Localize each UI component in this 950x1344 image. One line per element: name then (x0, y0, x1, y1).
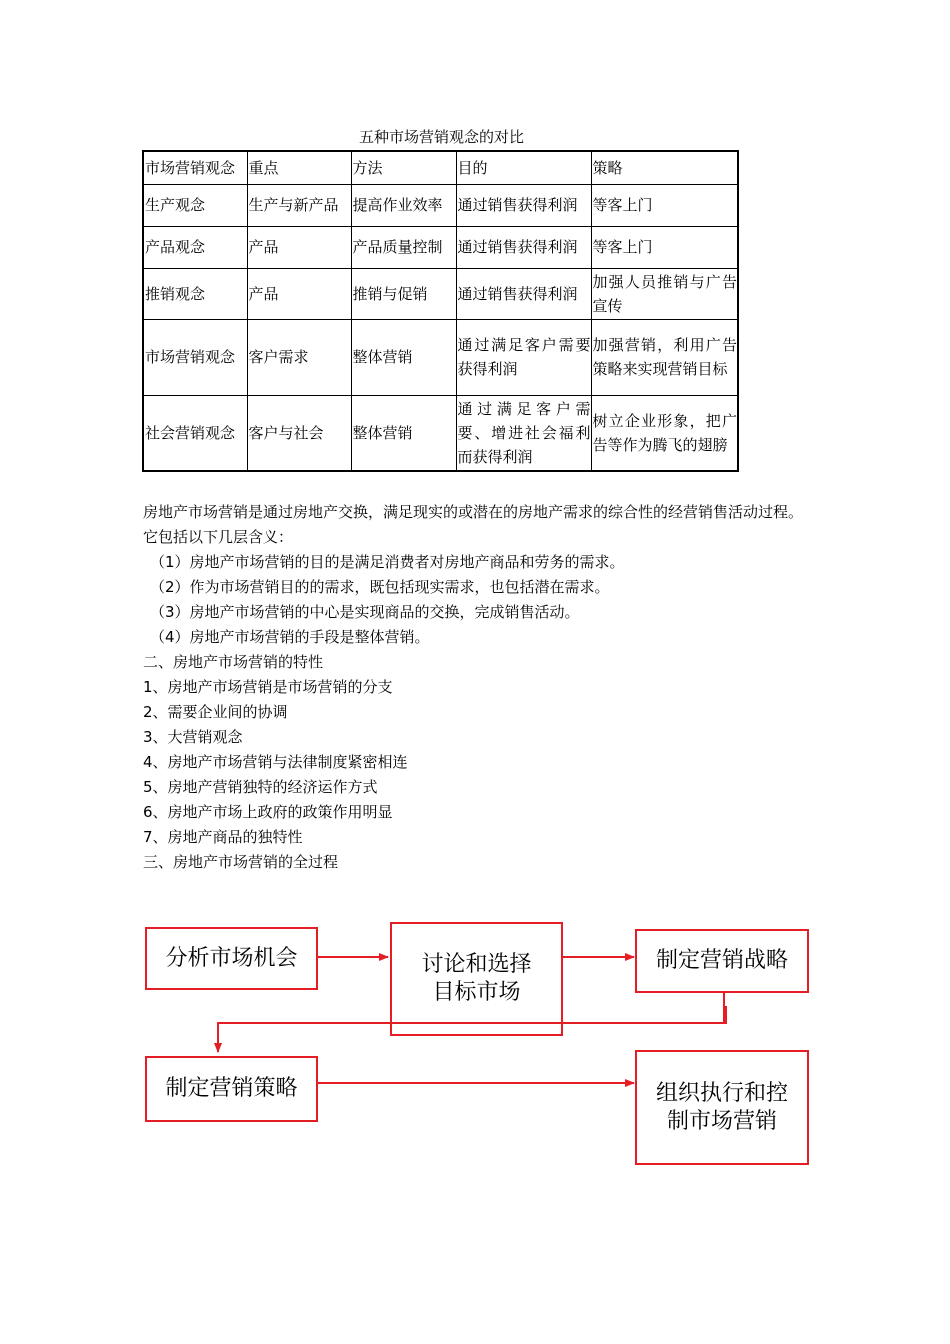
header-cell-strategy: 策略 (591, 151, 738, 184)
table-title: 五种市场营销观念的对比 (358, 128, 524, 146)
body-text (143, 500, 823, 875)
comparison-table (142, 150, 739, 472)
table-cell: 产品 (247, 226, 351, 268)
table-row (143, 395, 738, 471)
section-heading: 二、房地产市场营销的特性 (143, 653, 324, 671)
flow-step-line: 组织执行和控 (655, 1080, 788, 1106)
feature-item: 7、房地产商品的独特性 (143, 828, 303, 846)
table-cell: 产品观念 (143, 226, 247, 268)
feature-item: 1、房地产市场营销是市场营销的分支 (143, 678, 393, 696)
table-cell: 树立企业形象，把广告等作为腾飞的翅膀 (591, 395, 738, 471)
table-cell: 通过满足客户需要获得利润 (456, 319, 591, 395)
header-cell-method: 方法 (351, 151, 456, 184)
flow-step-line: 讨论和选择 (421, 952, 532, 977)
feature-item: 6、房地产市场上政府的政策作用明显 (143, 803, 393, 821)
flow-step-marketing-strategy: 制定营销战略 (635, 929, 809, 993)
meaning-item: （1）房地产市场营销的目的是满足消费者对房地产商品和劳务的需求。 (150, 553, 625, 571)
table-row (143, 319, 738, 395)
table-cell: 生产与新产品 (247, 184, 351, 226)
table-cell: 推销观念 (143, 268, 247, 319)
header-cell-focus: 重点 (247, 151, 351, 184)
flow-step-execute-control (635, 1050, 809, 1165)
meaning-item: （2）作为市场营销目的的需求，既包括现实需求，也包括潜在需求。 (150, 578, 610, 596)
feature-item: 4、房地产市场营销与法律制度紧密相连 (143, 753, 408, 771)
flow-step-marketing-tactics: 制定营销策略 (145, 1056, 318, 1122)
table-row (143, 184, 738, 226)
meaning-item: （4）房地产市场营销的手段是整体营销。 (150, 628, 430, 646)
table-cell: 通过销售获得利润 (456, 268, 591, 319)
table-cell: 通过销售获得利润 (456, 226, 591, 268)
table-row (143, 268, 738, 319)
table-cell: 市场营销观念 (143, 319, 247, 395)
table-row (143, 226, 738, 268)
table-cell: 生产观念 (143, 184, 247, 226)
table-cell: 通过满足客户需要、增进社会福利而获得利润 (456, 395, 591, 471)
flow-step-line: 目标市场 (432, 980, 521, 1005)
table-cell: 提高作业效率 (351, 184, 456, 226)
table-cell: 社会营销观念 (143, 395, 247, 471)
feature-item: 5、房地产营销独特的经济运作方式 (143, 778, 378, 796)
table-cell: 加强人员推销与广告宣传 (591, 268, 738, 319)
table-cell: 等客上门 (591, 226, 738, 268)
table-cell: 推销与促销 (351, 268, 456, 319)
flow-step-select-target-market (390, 922, 563, 1036)
definition-paragraph: 房地产市场营销是通过房地产交换，满足现实的或潜在的房地产需求的综合性的经营销售活动过程。 (143, 503, 804, 521)
table-cell: 客户需求 (247, 319, 351, 395)
table-cell: 产品质量控制 (351, 226, 456, 268)
flow-step-analyze-market: 分析市场机会 (145, 927, 318, 990)
table-cell: 通过销售获得利润 (456, 184, 591, 226)
table-cell: 产品 (247, 268, 351, 319)
feature-item: 2、需要企业间的协调 (143, 703, 288, 721)
table-cell: 客户与社会 (247, 395, 351, 471)
section-heading: 三、房地产市场营销的全过程 (143, 853, 339, 871)
header-cell-concept: 市场营销观念 (143, 151, 247, 184)
meanings-intro: 它包括以下几层含义： (143, 528, 294, 546)
table-header-row (143, 151, 738, 184)
table-cell: 加强营销，利用广告策略来实现营销目标 (591, 319, 738, 395)
table-cell: 整体营销 (351, 395, 456, 471)
meaning-item: （3）房地产市场营销的中心是实现商品的交换，完成销售活动。 (150, 603, 580, 621)
flow-step-line: 制市场营销 (666, 1108, 777, 1134)
feature-item: 3、大营销观念 (143, 728, 243, 746)
header-cell-purpose: 目的 (456, 151, 591, 184)
table-cell: 整体营销 (351, 319, 456, 395)
table-cell: 等客上门 (591, 184, 738, 226)
